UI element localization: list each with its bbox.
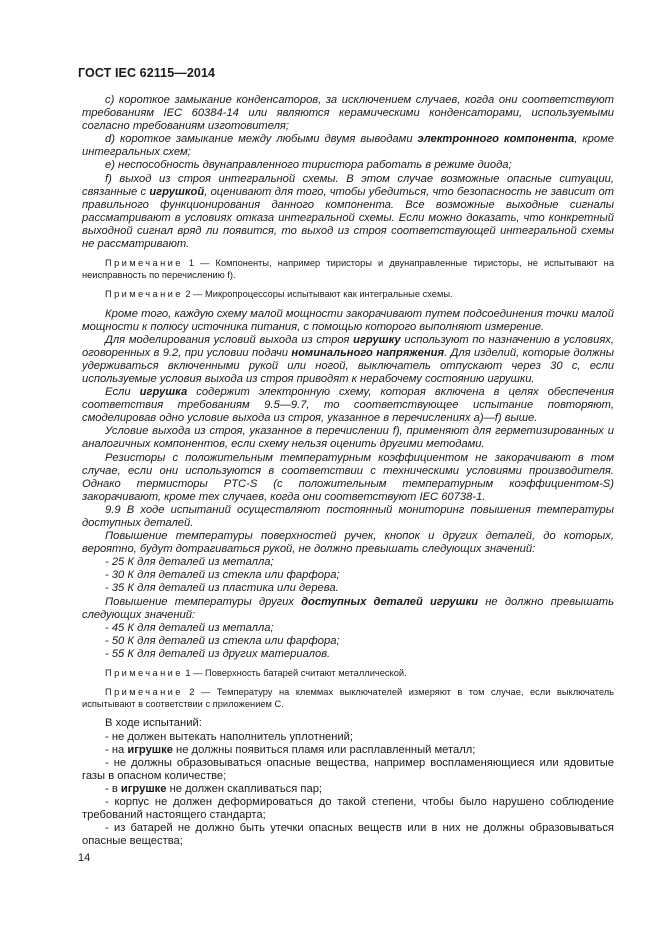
list-item-metal-25: - 25 К для деталей из металла; [105,556,274,569]
note-3 [82,668,614,680]
paragraph-condition-f: Условие выхода из строя, указанное в перечислении f), применяют для герметизированных и аналогичных компонентов, если схему нельзя оценить другими методами. [82,425,614,451]
paragraph-text: содержит электронную схему, которая включена в целях обеспечения соответствия требованиям 9.5—9.7, то соответствующее испытание повторяют, смоделировав одно условие выхода из строя, указанное в перечислениях а)—f) выше. [82,386,614,425]
list-text: не должен скапливаться пар; [166,782,323,795]
item-f [82,173,614,252]
note-text: 1 — Компоненты, например тиристоры и двунаправленные тиристоры, не испытывают на неисправность по перечислению f). [82,258,614,280]
list-item-sealing: - не должен вытекать наполнитель уплотнений; [105,730,354,743]
term-toy: игрушке [127,743,173,756]
paragraph-text: Повышение температуры других [105,595,302,608]
paragraph-modelling [82,334,614,386]
note-2 [82,289,614,301]
list-text: не должны появиться пламя или расплавленный металл; [172,743,476,756]
term-rated-voltage: номинального напряжения [291,346,445,359]
term-toy: игрушку [353,333,401,346]
term-accessible-parts: доступных деталей игрушки [301,595,479,608]
note-label: Примечание [105,288,183,299]
paragraph-handles: Повышение температуры поверхностей ручек, кнопок и других деталей, до которых, вероятно, будут дотрагиваться рукой, не должно превышать следующих значений: [82,530,614,556]
note-label: Примечание [105,258,183,269]
note-label: Примечание [105,686,183,697]
paragraph-other-parts [82,596,614,622]
list-item-steam [82,783,614,796]
paragraph-text: используют по назначению в условиях, оговоренных в 9.2, при условии подачи [82,333,614,359]
list-item-gases: - не должны образовываться опасные вещества, например воспламеняющиеся или ядовитые газы в опасном количестве; [82,756,614,782]
item-c: c) короткое замыкание конденсаторов, за исключением случаев, когда они соответствуют требованиям IEC 60384-14 или являются керамическими конденсаторами, используемыми согласно требованиям изготовителя; [82,94,614,133]
note-label: Примечание [105,668,183,679]
paragraph-text: . Для изделий, которые должны удерживаться включенными рукой или ногой, выключатель отпускают через 30 с, если используемые условия выхода из строя приводят к нерабочему состоянию игрушки. [82,346,614,385]
item-d [82,133,614,159]
term-toy: игрушке [120,782,167,795]
list-item-other-55: - 55 К для деталей из других материалов. [105,647,331,660]
term-toy: игрушка [139,386,188,399]
paragraph-electronic-circuit [82,386,614,425]
paragraph-during-tests: В ходе испытаний: [105,717,202,730]
list-item-flame [82,744,614,757]
list-item-deformation: - корпус не должен деформироваться до такой степени, чтобы было нарушено соблюдение требований настоящего стандарта; [82,796,614,822]
item-d-text-end: , кроме интегральных схем; [82,133,614,159]
page-header: ГОСТ IEC 62115—2014 [78,66,216,80]
item-f-text-end: , оценивают для того, чтобы убедиться, что безопасность не зависит от правильного функционирования данного компонента. Все возможные выходные сигналы рассматривают в условиях отказа интегральной схемы. Если можно доказать, что конкретный выходной сигнал вряд ли появится, то выход из строя соответствующей интегральной схемы не рассматривают. [82,185,614,251]
note-text: 1 — Поверхность батарей считают металлической. [182,668,407,679]
page-number: 14 [78,852,91,864]
list-item-plastic-35: - 35 К для деталей из пластика или дерева. [105,582,339,595]
clause-9-9: 9.9 В ходе испытаний осуществляют постоянный мониторинг повышения температуры доступных деталей. [82,503,614,530]
paragraph-ptc: Резисторы с положительным температурным коэффициентом не закорачивают в том случае, если они используются в соответствии с техническими условиями производителя. Однако термисторы PTC-S (с положительным температурным коэффициентом-S) закорачивают, кроме тех случаев, когда они соответствуют IEC 60738-1. [82,451,614,503]
list-item-batteries: - из батарей не должно быть утечки опасных веществ или в них не должны образовываться опасные вещества; [82,822,614,848]
list-text: - на [105,743,128,756]
item-f-text: f) выход из строя интегральной схемы. В этом случае возможные опасные ситуации, связанные с [82,172,614,198]
note-text: 2 — Температуру на клеммах выключателей измеряют в том случае, если выключатель испытывают в соответствии с приложением С. [82,686,614,709]
document-body [82,94,614,848]
paragraph-text: не должно превышать следующих значений: [82,595,614,621]
term-toy: игрушкой [149,185,205,198]
paragraph-text: Если [105,386,140,399]
list-item-glass-50: - 50 К для деталей из стекла или фарфора; [105,634,340,647]
paragraph-low-power: Кроме того, каждую схему малой мощности закорачивают путем подсоединения точки малой мощности к полюсу источника питания, с помощью которого выполняют измерение. [82,307,614,333]
list-item-metal-45: - 45 К для деталей из металла; [105,621,274,634]
item-d-text: d) короткое замыкание между любыми двумя выводами [105,133,418,146]
note-4 [82,687,614,711]
list-item-glass-30: - 30 К для деталей из стекла или фарфора; [105,569,340,582]
list-text: - в [105,782,121,795]
term-electronic-component: электронного компонента [417,133,575,146]
item-e: e) неспособность двунаправленного тиристора работать в режиме диода; [105,159,512,172]
note-text: 2 — Микропроцессоры испытывают как интегральные схемы. [182,288,453,299]
paragraph-text: Для моделирования условий выхода из строя [105,333,354,346]
note-1 [82,258,614,282]
